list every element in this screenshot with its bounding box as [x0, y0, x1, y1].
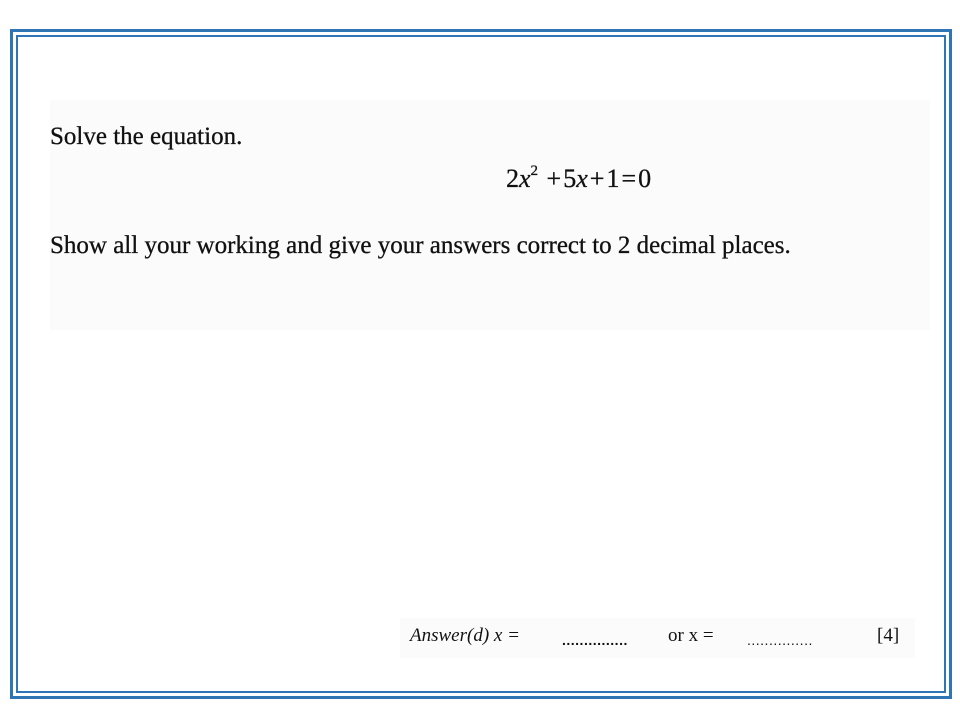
quadratic-equation [506, 163, 652, 193]
answer-blank-2[interactable]: ............... [747, 632, 813, 648]
equation-constant: 1 [606, 164, 620, 193]
equation-plus-2: + [589, 164, 605, 193]
question-instruction: Show all your working and give your answers correct to 2 decimal places. [50, 232, 791, 259]
equation-plus-1: + [546, 164, 562, 193]
equation-coef-b: 5 [563, 164, 577, 193]
answer-line [400, 618, 915, 658]
equation-equals: = [621, 164, 637, 193]
equation-exponent: 2 [530, 163, 539, 179]
equation-coef-a: 2 [506, 164, 519, 193]
marks-label: [4] [877, 625, 900, 646]
equation-variable-2: x [576, 164, 588, 193]
answer-label: Answer(d) x = [410, 625, 520, 646]
equation-variable: x [519, 164, 531, 193]
answer-blank-1[interactable]: ............... [562, 632, 628, 648]
equation-rhs: 0 [638, 164, 652, 193]
question-block [50, 100, 930, 330]
answer-or-label: or x = [668, 625, 714, 646]
question-prompt: Solve the equation. [50, 123, 243, 150]
